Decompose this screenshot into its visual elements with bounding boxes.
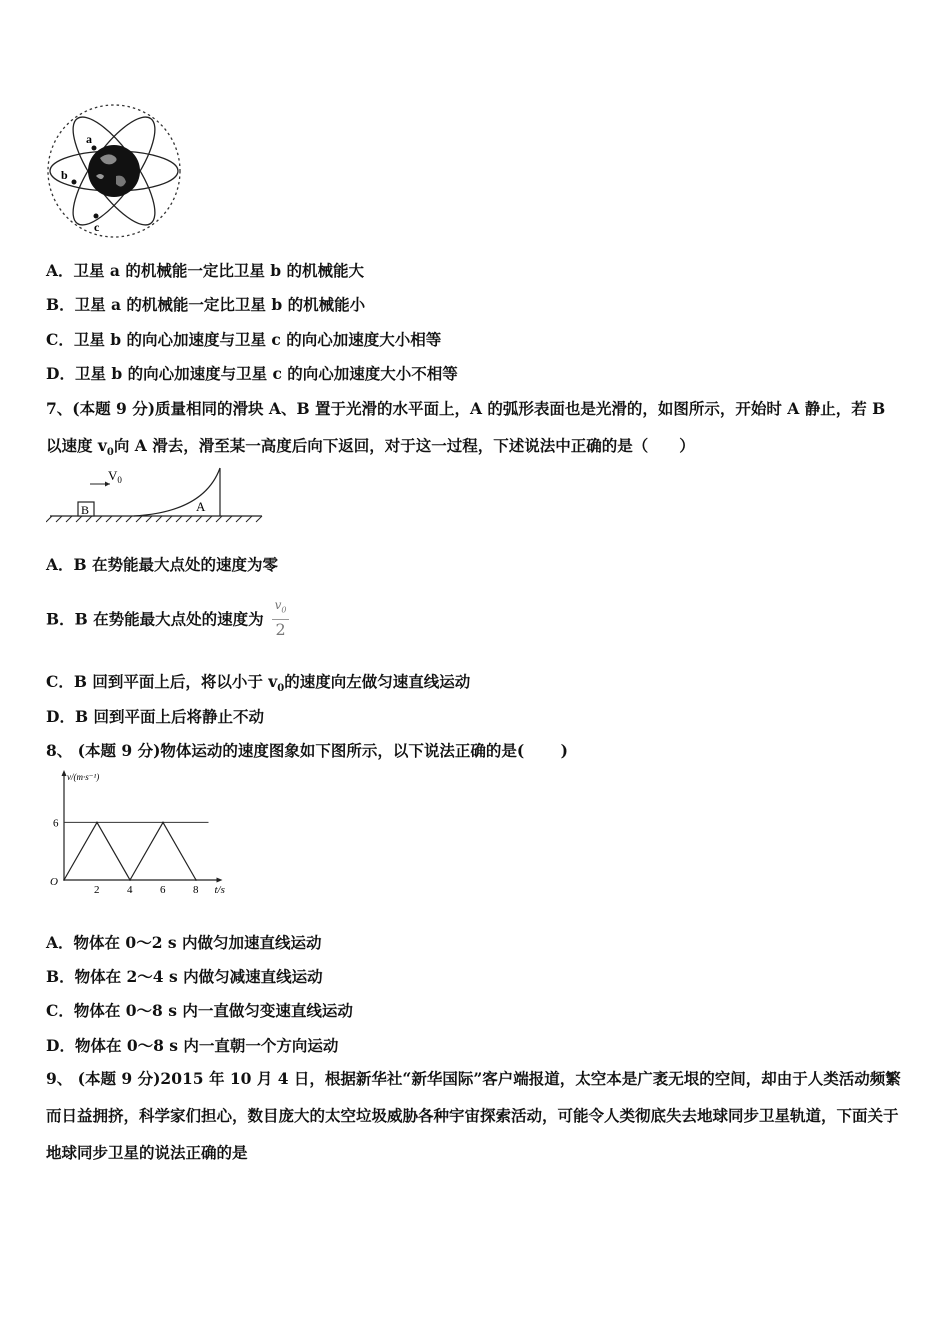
satellite-orbits-figure — [44, 100, 184, 242]
velocity-segment-2 — [97, 822, 130, 880]
x-axis-label: t/s — [214, 884, 225, 896]
velocity-segment-1 — [64, 822, 97, 880]
satellite-a-label: a — [86, 132, 92, 146]
q6-option-a[interactable]: A．卫星 a 的机械能一定比卫星 b 的机械能大 — [46, 261, 364, 280]
q7-option-b[interactable]: B．B 在势能最大点处的速度为 $\frac{v_0}{2}$ — [46, 597, 289, 640]
velocity-point-3 — [129, 879, 131, 881]
q6-option-c[interactable]: C．卫星 b 的向心加速度与卫星 c 的向心加速度大小相等 — [46, 330, 442, 349]
satellite-c-label: c — [94, 220, 100, 234]
earth-icon — [88, 145, 140, 197]
velocity-time-chart — [44, 768, 236, 896]
q7-option-a[interactable]: A．B 在势能最大点处的速度为零 — [46, 555, 279, 574]
v0-over-2-fraction: $\frac{v_0}{2}$ — [272, 597, 290, 640]
y-axis-arrow — [62, 770, 67, 776]
velocity-point-2 — [96, 822, 98, 824]
velocity-segment-4 — [163, 822, 196, 880]
q8-option-c[interactable]: C．物体在 0～8 s 内一直做匀变速直线运动 — [46, 1001, 353, 1020]
sliding-blocks-figure — [46, 464, 266, 528]
block-a-label: A — [196, 499, 206, 514]
q8-stem: 8、 (本题 9 分)物体运动的速度图象如下图所示，以下说法正确的是( ) — [46, 741, 568, 760]
y-axis-label: v/(m·s⁻¹) — [67, 772, 100, 782]
velocity-segment-3 — [130, 822, 163, 880]
q9-stem: 9、 (本题 9 分)2015 年 10 月 4 日，根据新华社“新华国际”客户端报道，太空本是广袤无垠的空间，却由于人类活动频繁而日益拥挤，科学家们担心，数目庞大的太空垃圾威胁各种宇宙探索活动，可能令人类彻底失去地球同步卫星轨道，下面关于地球同步卫星的说法正确的是 — [46, 1069, 901, 1162]
q8-option-d[interactable]: D．物体在 0～8 s 内一直朝一个方向运动 — [46, 1036, 339, 1055]
q6-option-b[interactable]: B．卫星 a 的机械能一定比卫星 b 的机械能小 — [46, 295, 366, 314]
satellite-b-label: b — [61, 168, 68, 182]
velocity-label: $V_0$ — [108, 468, 122, 485]
q7-stem-line2: 以速度 $v_0$向 A 滑去，滑至某一高度后向下返回，对于这一过程，下述说法中正确的是（ ） — [46, 436, 695, 459]
x-axis-arrow — [217, 878, 223, 883]
origin-label: O — [50, 876, 58, 888]
x-tick-label-4: 4 — [127, 884, 133, 896]
block-b-label: B — [81, 503, 90, 517]
q7-stem-line1: 7、(本题 9 分)质量相同的滑块 A、B 置于光滑的水平面上，A 的弧形表面也是光滑的，如图所示，开始时 A 静止，若 B — [46, 399, 886, 418]
q7-option-c[interactable]: C．B 回到平面上后，将以小于 $v_0$的速度向左做匀速直线运动 — [46, 672, 471, 695]
x-tick-label-2: 2 — [94, 884, 100, 896]
q6-option-d[interactable]: D．卫星 b 的向心加速度与卫星 c 的向心加速度大小不相等 — [46, 364, 458, 383]
velocity-point-4 — [162, 822, 164, 824]
x-tick-label-6: 6 — [160, 884, 166, 896]
q7-option-d[interactable]: D．B 回到平面上后将静止不动 — [46, 707, 264, 726]
q8-option-b[interactable]: B．物体在 2～4 s 内做匀减速直线运动 — [46, 967, 323, 986]
q8-option-a[interactable]: A．物体在 0～2 s 内做匀加速直线运动 — [46, 933, 322, 952]
y-tick-label-6: 6 — [53, 817, 59, 830]
x-tick-label-8: 8 — [193, 884, 199, 896]
velocity-point-1 — [63, 879, 65, 881]
velocity-point-5 — [195, 879, 197, 881]
